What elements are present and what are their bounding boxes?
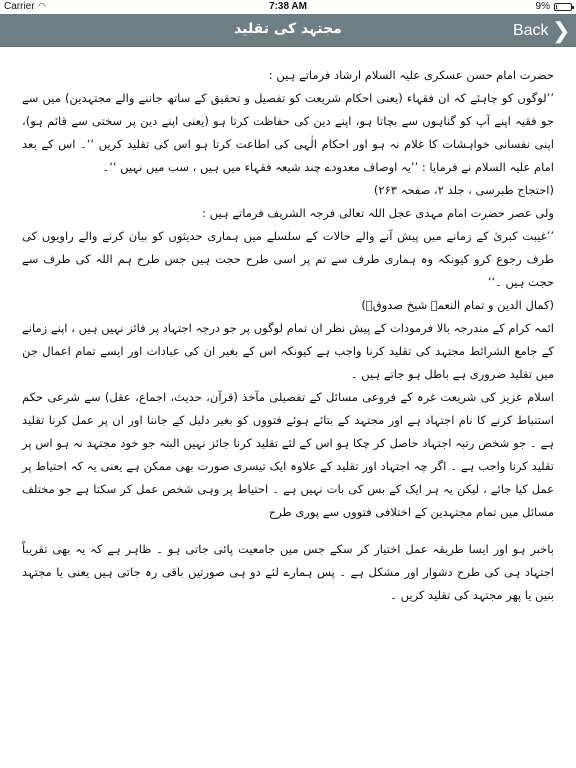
carrier-label: Carrier — [4, 1, 35, 12]
chevron-left-icon: ❮ — [551, 17, 570, 43]
paragraph-3: (احتجاج طبرسی ، جلد ۲، صفحہ ۲۶۳) — [373, 183, 554, 197]
wifi-icon: ◠ — [38, 1, 46, 11]
navigation-bar — [0, 14, 576, 47]
back-button[interactable] — [513, 18, 570, 43]
battery-icon — [554, 3, 572, 11]
paragraph-1: حضرت امام حسن عسکری علیہ السلام ارشاد فرماتے ہیں : — [268, 68, 554, 82]
paragraph-5: ’’غیبت کبریٰ کے زمانے میں پیش آنے والے حالات کے سلسلے میں ہماری حدیثوں کو بیان کرنے والے راویوں کی طرف رجوع کرو کیونکہ وہ ہماری طرف سے تم پر اسی طرح حجت ہیں جس طرح ہم اللہ کی طرف سے حجت ہیں ۔‘‘ — [22, 229, 554, 289]
page-title: مجتہد کی تقلید — [234, 21, 342, 37]
article-body — [22, 64, 554, 758]
battery-percentage: 9% — [535, 1, 550, 12]
paragraph-4: ولی عصر حضرت امام مہدی عجل اللہ تعالی فرجہ الشریف فرماتے ہیں : — [202, 206, 554, 220]
paragraph-6: (کمال الدین و تمام النعمہ شیخ صدوقؒ) — [361, 298, 554, 312]
back-button-label: Back — [512, 21, 549, 39]
status-time: 7:38 AM — [269, 1, 307, 12]
status-bar — [0, 0, 576, 14]
paragraph-9: باخبر ہو اور ایسا طریقہ عمل اختیار کر سکے جس میں جامعیت پائی جاتی ہو ۔ ظاہر ہے کہ یہ بھی تقریباً اجتہاد ہی کی طرح دشوار اور مشکل ہے ۔ پس ہمارے لئے دو ہی صورتیں باقی رہ جاتی ہیں یعنی یا مجتہد بنیں یا پھر مجتہد کی تقلید کریں ۔ — [22, 542, 554, 602]
paragraph-8: اسلام عزیز کی شریعت غرہ کے فروعی مسائل کے تفصیلی مآخذ (قرآن، حدیث، اجماع، عقل) سے شرعی حکم استنباط کرنے کا نام اجتہاد ہے اور مجتہد کے بتائے ہوئے فتووں کو بغیر دلیل کے جاننا اور ان پر عمل کرنا تقلید ہے ۔ جو شخص رتبہ اجتہاد حاصل کر چکا ہو اس کے لئے تقلید کرنا جائز نہیں البتہ جو خود مجتہد نہ ہو اس پر تقلید کرنا واجب ہے ۔ اگر چہ اجتہاد اور تقلید کے علاوہ ایک تیسری صورت بھی ممکن ہے یعنی یہ کہ احتیاط پر عمل کیا جائے ، لیکن یہ ہر ایک کے بس کی بات نہیں ہے ۔ احتیاط پر وہی شخص عمل کر سکتا ہے جو مختلف مسائل میں تمام مجتہدین کے اختلافی فتووں سے پوری طرح — [22, 390, 554, 519]
paragraph-7: ائمہ کرام کے مندرجہ بالا فرمودات کے پیش نظر ان تمام لوگوں پر جو درجہ اجتہاد پر فائز نہیں ہیں ، اپنے زمانے کے جامع الشرائط مجتہد کی تقلید کرنا واجب ہے کیونکہ اس کے بغیر ان کی عبادات اور ایسے تمام اعمال جن میں تقلید ضروری ہے باطل ہو جاتے ہیں ۔ — [22, 321, 554, 381]
paragraph-2: ’’لوگوں کو چاہئے کہ ان فقہاء (یعنی احکام شریعت کو تفصیل و تحقیق کے ساتھ جاننے والے مجتہدین) میں سے جو فقیہ اپنے آپ کو گناہوں سے بچاتا ہو، اپنے دین کی حفاظت کرتا ہو (یعنی اپنے دین پر سختی سے قائم ہو)، اپنی نفسانی خواہشات کا غلام نہ ہو اور احکام الٰہی کی اطاعت کرتا ہو اس کی تقلید کریں ‘‘۔ اس کے بعد امام علیہ السلام نے فرمایا : ’’یہ اوصاف معدودے چند شیعہ فقہاء میں ہیں ، سب میں نہیں ‘‘۔ — [22, 91, 554, 174]
